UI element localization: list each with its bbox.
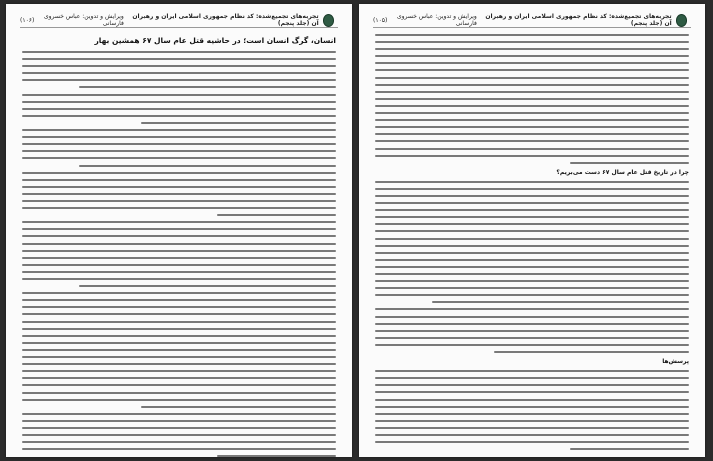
text-line xyxy=(375,259,689,261)
text-line xyxy=(22,271,336,273)
text-line xyxy=(22,420,336,422)
text-line xyxy=(22,72,336,74)
text-line xyxy=(375,308,689,310)
text-line xyxy=(22,278,336,280)
text-line xyxy=(432,301,689,303)
text-line xyxy=(22,58,336,60)
text-line xyxy=(375,399,689,401)
text-line xyxy=(375,252,689,254)
section-heading: انسان، گرگ انسان است؛ در حاشیه قتل عام سال ۶۷ همشین بهار xyxy=(94,36,336,45)
text-line xyxy=(217,455,336,457)
page-body xyxy=(375,34,689,451)
text-line xyxy=(375,330,689,332)
text-line xyxy=(375,434,689,436)
text-line xyxy=(22,172,336,174)
text-line xyxy=(375,91,689,93)
text-line xyxy=(375,133,689,135)
text-line xyxy=(22,356,336,358)
header-book-title: تجربه‌های تجمیع‌شده: کد نظام جمهوری اسلامی ایران و رهبران آن (جلد پنجم) xyxy=(132,13,319,27)
text-line xyxy=(375,266,689,268)
text-line xyxy=(375,62,689,64)
question-heading: چرا در تاریخ قتل عام سال ۶۷ دست می‌بریم؟ xyxy=(556,168,689,176)
text-line xyxy=(375,287,689,289)
text-line xyxy=(375,223,689,225)
text-line xyxy=(22,235,336,237)
text-line xyxy=(22,179,336,181)
text-line xyxy=(375,188,689,190)
text-line xyxy=(141,406,336,408)
text-line xyxy=(375,413,689,415)
text-line xyxy=(375,48,689,50)
text-line xyxy=(375,41,689,43)
page-header xyxy=(373,13,691,28)
text-line xyxy=(375,126,689,128)
text-line xyxy=(22,250,336,252)
text-line xyxy=(22,79,336,81)
text-line xyxy=(375,77,689,79)
text-line xyxy=(22,434,336,436)
text-line xyxy=(375,427,689,429)
text-line xyxy=(22,370,336,372)
text-line xyxy=(22,392,336,394)
text-line xyxy=(375,181,689,183)
text-line xyxy=(22,363,336,365)
text-line xyxy=(22,328,336,330)
text-line xyxy=(375,238,689,240)
page-number: (۱۰۵) xyxy=(373,16,388,24)
text-line xyxy=(22,143,336,145)
text-line xyxy=(22,186,336,188)
text-line xyxy=(570,448,689,450)
text-line xyxy=(22,413,336,415)
text-line xyxy=(375,370,689,372)
text-line xyxy=(22,292,336,294)
text-line xyxy=(375,202,689,204)
header-editor: ویرایش و تدوین: عباس خسروی فارسانی xyxy=(43,13,124,27)
text-line xyxy=(375,216,689,218)
text-line xyxy=(79,86,336,88)
text-line xyxy=(22,193,336,195)
text-line xyxy=(375,344,689,346)
text-line xyxy=(22,150,336,152)
page-body xyxy=(22,34,336,451)
text-line xyxy=(22,306,336,308)
text-line xyxy=(22,108,336,110)
text-line xyxy=(22,115,336,117)
text-line xyxy=(22,257,336,259)
text-line xyxy=(375,323,689,325)
text-line xyxy=(22,299,336,301)
document-page-right xyxy=(359,4,705,457)
page-number: (۱۰۶) xyxy=(20,16,35,24)
text-line xyxy=(22,321,336,323)
text-line xyxy=(375,280,689,282)
text-line xyxy=(375,209,689,211)
text-line xyxy=(22,101,336,103)
text-line xyxy=(22,228,336,230)
text-line xyxy=(22,51,336,53)
text-line xyxy=(375,119,689,121)
text-line xyxy=(375,195,689,197)
text-line xyxy=(22,243,336,245)
text-line xyxy=(375,140,689,142)
text-line xyxy=(494,351,689,353)
text-line xyxy=(22,136,336,138)
text-line xyxy=(375,112,689,114)
text-line xyxy=(22,342,336,344)
text-line xyxy=(375,391,689,393)
text-line xyxy=(22,427,336,429)
text-line xyxy=(22,384,336,386)
text-line xyxy=(375,245,689,247)
text-line xyxy=(22,207,336,209)
header-editor: ویرایش و تدوین: عباس خسروی فارسانی xyxy=(396,13,477,27)
text-line xyxy=(375,69,689,71)
text-line xyxy=(22,65,336,67)
text-line xyxy=(375,294,689,296)
text-line xyxy=(22,157,336,159)
text-line xyxy=(375,98,689,100)
text-line xyxy=(375,84,689,86)
text-line xyxy=(22,349,336,351)
text-line xyxy=(375,34,689,36)
text-line xyxy=(22,448,336,450)
text-line xyxy=(217,214,336,216)
text-line xyxy=(375,105,689,107)
document-page-left xyxy=(6,4,352,457)
text-line xyxy=(570,162,689,164)
page-header xyxy=(20,13,338,28)
text-line xyxy=(375,230,689,232)
question-heading: پرسش‌ها xyxy=(662,358,689,366)
text-line xyxy=(375,441,689,443)
header-book-title: تجربه‌های تجمیع‌شده: کد نظام جمهوری اسلامی ایران و رهبران آن (جلد پنجم) xyxy=(485,13,672,27)
text-line xyxy=(22,264,336,266)
text-line xyxy=(79,165,336,167)
text-line xyxy=(22,377,336,379)
text-line xyxy=(375,273,689,275)
text-line xyxy=(141,122,336,124)
text-line xyxy=(375,155,689,157)
text-line xyxy=(22,335,336,337)
text-line xyxy=(375,337,689,339)
text-line xyxy=(22,313,336,315)
text-line xyxy=(22,441,336,443)
text-line xyxy=(22,129,336,131)
text-line xyxy=(22,221,336,223)
text-line xyxy=(375,55,689,57)
text-line xyxy=(22,200,336,202)
text-line xyxy=(375,384,689,386)
text-line xyxy=(22,94,336,96)
emblem-icon xyxy=(676,14,687,27)
text-line xyxy=(79,285,336,287)
text-line xyxy=(375,420,689,422)
text-line xyxy=(22,399,336,401)
text-line xyxy=(375,148,689,150)
text-line xyxy=(375,406,689,408)
text-line xyxy=(375,377,689,379)
text-line xyxy=(375,316,689,318)
emblem-icon xyxy=(323,14,334,27)
